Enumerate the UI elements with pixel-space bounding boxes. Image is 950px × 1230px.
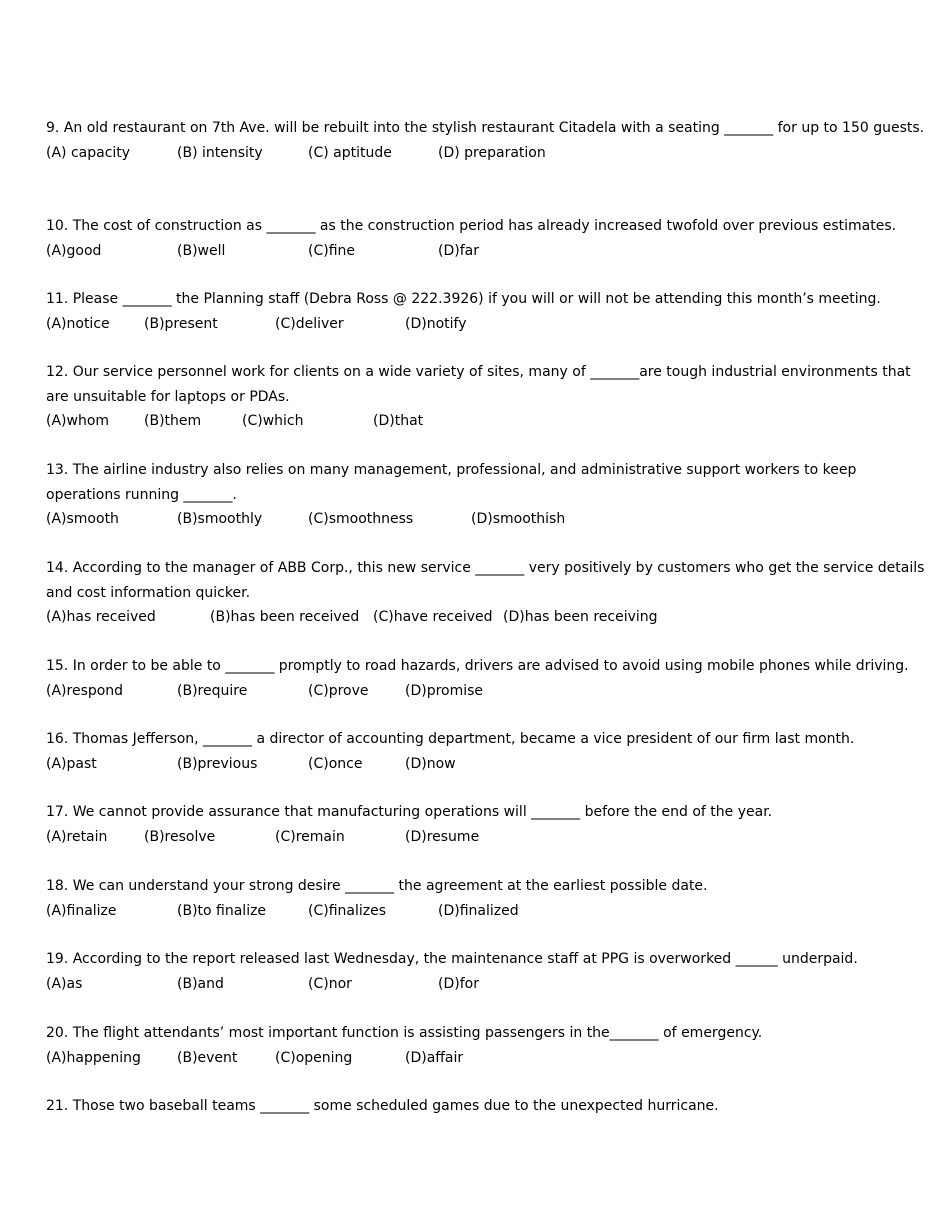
answer-options xyxy=(46,752,926,777)
question-text: 20. The flight attendants’ most important function is assisting passengers in the_______ of emergency. xyxy=(46,1025,763,1041)
option-d: (D)notify xyxy=(405,315,467,332)
question-9 xyxy=(46,116,926,165)
option-c: (C)smoothness xyxy=(308,511,414,527)
option-c: (C)deliver xyxy=(275,315,344,332)
question-17 xyxy=(46,800,926,849)
question-21 xyxy=(46,1094,926,1119)
question-19 xyxy=(46,947,926,996)
question-text: 12. Our service personnel work for clients on a wide variety of sites, many of _______are tough industrial environments that are unsuitable for laptops or PDAs. xyxy=(46,364,911,405)
option-d: (D)far xyxy=(438,242,479,259)
option-a: (A)notice xyxy=(46,315,110,332)
option-b: (B)has been received xyxy=(210,609,360,625)
question-text: 16. Thomas Jefferson, _______ a director of accounting department, became a vice president of our firm last month. xyxy=(46,731,855,747)
question-text: 19. According to the report released last Wednesday, the maintenance staff at PPG is overworked ______ underpaid. xyxy=(46,951,858,967)
option-a: (A)good xyxy=(46,242,102,259)
option-d: (D)that xyxy=(373,413,424,429)
option-d: (D)affair xyxy=(405,1049,464,1066)
option-c: (C)remain xyxy=(275,828,345,845)
answer-options xyxy=(46,507,926,532)
question-text: 14. According to the manager of ABB Corp., this new service _______ very positively by customers who get the service details and cost information quicker. xyxy=(46,560,925,601)
question-text: 21. Those two baseball teams _______ some scheduled games due to the unexpected hurricane. xyxy=(46,1098,719,1114)
option-a: (A)has received xyxy=(46,609,156,625)
option-d: (D) preparation xyxy=(438,144,546,161)
question-text: 15. In order to be able to _______ promptly to road hazards, drivers are advised to avoid using mobile phones while driving. xyxy=(46,658,909,674)
option-d: (D)now xyxy=(405,755,456,772)
option-a: (A)smooth xyxy=(46,511,119,527)
option-a: (A) capacity xyxy=(46,144,131,161)
option-b: (B)them xyxy=(144,413,202,429)
option-c: (C)opening xyxy=(275,1049,353,1066)
option-b: (B)present xyxy=(144,315,218,332)
option-d: (D)resume xyxy=(405,828,480,845)
question-text: 9. An old restaurant on 7th Ave. will be rebuilt into the stylish restaurant Citadela with a seating _______ for up to 150 guests. xyxy=(46,120,925,136)
option-c: (C)fine xyxy=(308,242,356,259)
option-c: (C)which xyxy=(242,413,304,429)
option-b: (B)resolve xyxy=(144,828,216,845)
option-b: (B)smoothly xyxy=(177,511,263,527)
option-c: (C)prove xyxy=(308,682,369,699)
option-a: (A)respond xyxy=(46,682,124,699)
question-text: 13. The airline industry also relies on many management, professional, and administrative support workers to keep operations running _______. xyxy=(46,462,857,503)
option-d: (D)finalized xyxy=(438,902,519,919)
answer-options xyxy=(46,679,926,704)
question-18 xyxy=(46,874,926,923)
question-12 xyxy=(46,360,926,434)
option-a: (A)past xyxy=(46,755,97,772)
option-d: (D)promise xyxy=(405,682,484,699)
option-b: (B)require xyxy=(177,682,248,699)
option-d: (D)has been receiving xyxy=(503,609,658,625)
answer-options xyxy=(46,825,926,850)
option-a: (A)whom xyxy=(46,413,110,429)
question-20 xyxy=(46,1021,926,1070)
question-13 xyxy=(46,458,926,532)
question-14 xyxy=(46,556,926,630)
option-b: (B)well xyxy=(177,242,226,259)
option-a: (A)retain xyxy=(46,828,108,845)
question-text: 10. The cost of construction as _______ as the construction period has already increased twofold over previous estimates. xyxy=(46,218,897,234)
answer-options xyxy=(46,409,926,434)
question-16 xyxy=(46,727,926,776)
answer-options xyxy=(46,1046,926,1071)
option-c: (C)have received xyxy=(373,609,493,625)
option-c: (C)once xyxy=(308,755,363,772)
answer-options xyxy=(46,972,926,997)
question-11 xyxy=(46,287,926,336)
option-a: (A)finalize xyxy=(46,902,117,919)
answer-options xyxy=(46,141,926,166)
answer-options xyxy=(46,239,926,264)
question-text: 17. We cannot provide assurance that manufacturing operations will _______ before the end of the year. xyxy=(46,804,773,820)
option-a: (A)as xyxy=(46,975,83,992)
option-b: (B)previous xyxy=(177,755,258,772)
option-b: (B)and xyxy=(177,975,224,992)
question-text: 11. Please _______ the Planning staff (Debra Ross @ 222.3926) if you will or will not be attending this month’s meeting. xyxy=(46,291,881,307)
answer-options xyxy=(46,605,926,630)
option-d: (D)smoothish xyxy=(471,511,566,527)
option-c: (C)nor xyxy=(308,975,352,992)
option-c: (C)finalizes xyxy=(308,902,387,919)
option-b: (B) intensity xyxy=(177,144,263,161)
answer-options xyxy=(46,312,926,337)
question-15 xyxy=(46,654,926,703)
option-b: (B)to finalize xyxy=(177,902,267,919)
answer-options xyxy=(46,899,926,924)
option-b: (B)event xyxy=(177,1049,238,1066)
question-10 xyxy=(46,214,926,263)
option-d: (D)for xyxy=(438,975,479,992)
option-c: (C) aptitude xyxy=(308,144,392,161)
question-text: 18. We can understand your strong desire _______ the agreement at the earliest possible date. xyxy=(46,878,708,894)
option-a: (A)happening xyxy=(46,1049,141,1066)
